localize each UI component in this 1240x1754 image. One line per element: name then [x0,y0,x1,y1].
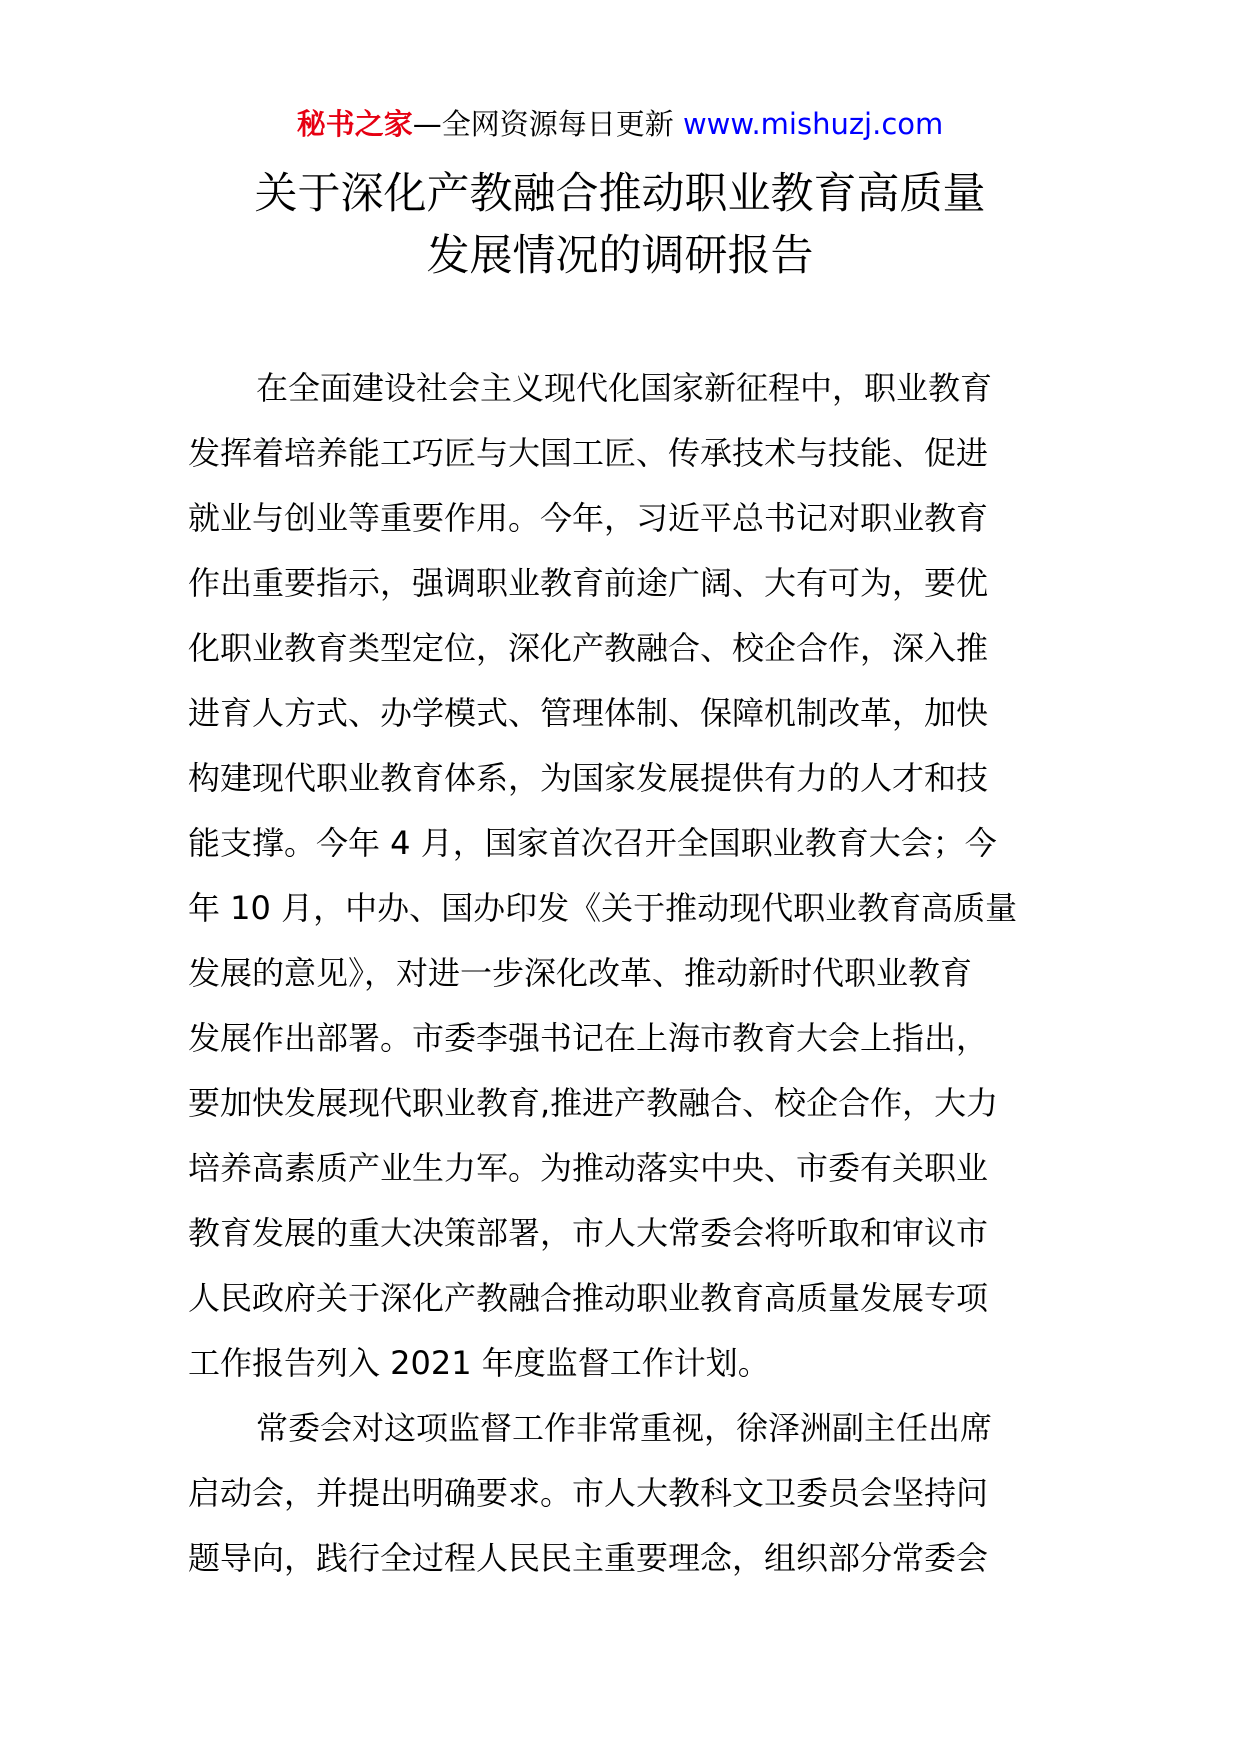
paragraph-line: 启动会，并提出明确要求。市人大教科文卫委员会坚持问 [188,1474,989,1512]
site-url-link[interactable]: www.mishuzj.com [682,107,944,141]
paragraph-1 [188,356,1058,1396]
paragraph-line: 年 10 月，中办、国办印发《关于推动现代职业教育高质量 [188,889,1018,927]
paragraph-line: 进育人方式、办学模式、管理体制、保障机制改革，加快 [188,694,989,732]
title-line-1: 关于深化产教融合推动职业教育高质量 [254,169,986,219]
paragraph-line: 构建现代职业教育体系，为国家发展提供有力的人才和技 [188,759,989,797]
paragraph-line: 能支撑。今年 4 月，国家首次召开全国职业教育大会；今 [188,824,997,862]
paragraph-line: 作出重要指示，强调职业教育前途广阔、大有可为，要优 [188,564,989,602]
paragraph-line: 要加快发展现代职业教育,推进产教融合、校企合作，大力 [188,1084,999,1122]
paragraph-line: 题导向，践行全过程人民民主重要理念，组织部分常委会 [188,1539,989,1577]
paragraph-line: 培养高素质产业生力军。为推动落实中央、市委有关职业 [188,1149,989,1187]
paragraph-2 [188,1396,1058,1591]
paragraph-line: 工作报告列入 2021 年度监督工作计划。 [188,1344,770,1382]
title-line-2: 发展情况的调研报告 [426,231,814,281]
paragraph-line: 人民政府关于深化产教融合推动职业教育高质量发展专项 [188,1279,989,1317]
brand-name: 秘书之家 [296,107,413,141]
paragraph-line: 在全面建设社会主义现代化国家新征程中，职业教育 [256,369,993,407]
paragraph-line: 就业与创业等重要作用。今年，习近平总书记对职业教育 [188,499,989,537]
site-header [0,104,1240,144]
document-body [188,356,1058,1591]
paragraph-line: 教育发展的重大决策部署，市人大常委会将听取和审议市 [188,1214,989,1252]
paragraph-line: 常委会对这项监督工作非常重视，徐泽洲副主任出席 [256,1409,993,1447]
paragraph-line: 发展作出部署。市委李强书记在上海市教育大会上指出， [188,1019,989,1057]
header-tagline: —全网资源每日更新 [412,107,683,141]
paragraph-line: 化职业教育类型定位，深化产教融合、校企合作，深入推 [188,629,989,667]
document-title [0,163,1240,287]
paragraph-line: 发展的意见》，对进一步深化改革、推动新时代职业教育 [188,954,973,992]
paragraph-line: 发挥着培养能工巧匠与大国工匠、传承技术与技能、促进 [188,434,989,472]
